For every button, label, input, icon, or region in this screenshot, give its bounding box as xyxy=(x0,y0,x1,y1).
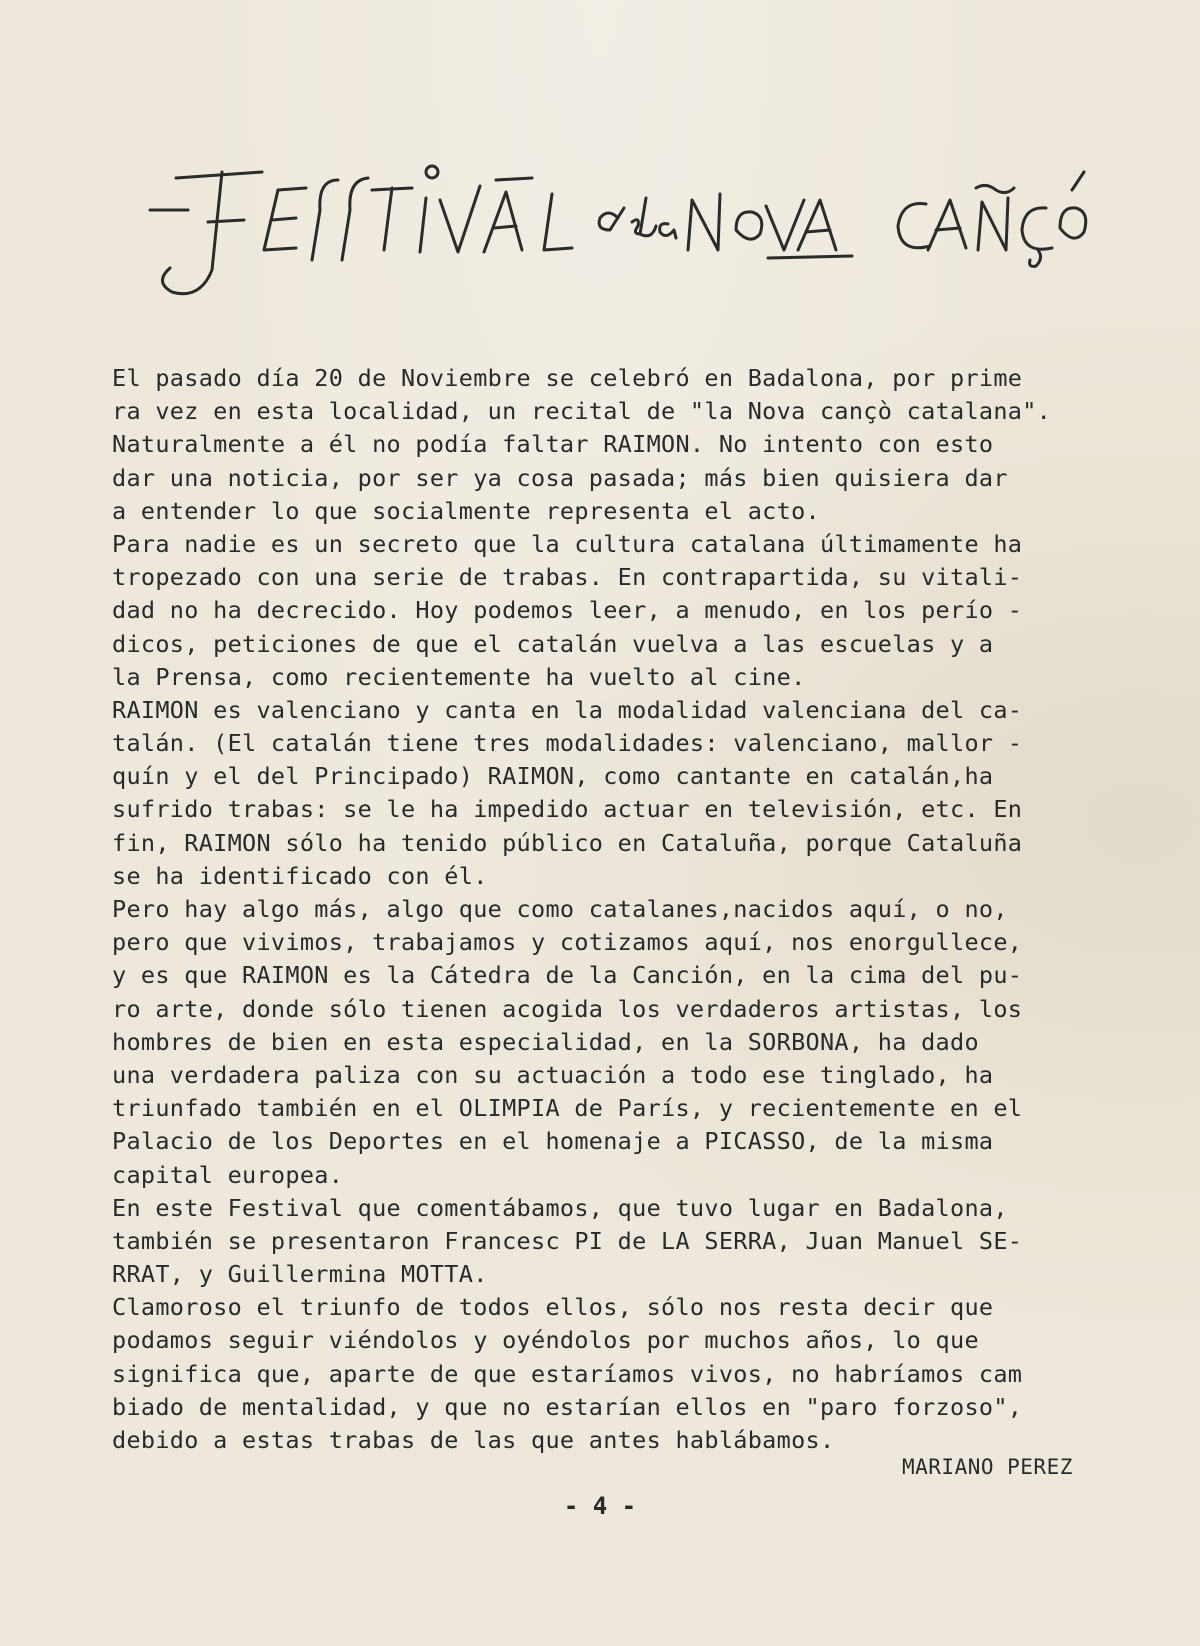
body-line: ro arte, donde sólo tienen acogida los verdaderos artistas, los xyxy=(112,994,1023,1023)
body-line: dad no ha decrecido. Hoy podemos leer, a menudo, en los perío - xyxy=(112,596,1023,625)
hand-lettered-title xyxy=(140,150,1090,320)
body-line: biado de mentalidad, y que no estarían ellos en "paro forzoso", xyxy=(112,1392,1023,1421)
body-line: RRAT, y Guillermina MOTTA. xyxy=(112,1260,488,1289)
body-line: significa que, aparte de que estaríamos vivos, no habríamos cam xyxy=(112,1359,1023,1388)
body-line: podamos seguir viéndolos y oyéndolos por muchos años, lo que xyxy=(112,1326,979,1355)
body-line: Palacio de los Deportes en el homenaje a PICASSO, de la misma xyxy=(112,1127,994,1156)
body-line: capital europea. xyxy=(112,1160,344,1189)
title-lettering xyxy=(140,150,1090,320)
body-line: Naturalmente a él no podía faltar RAIMON. No intento con esto xyxy=(112,430,994,459)
body-line: talán. (El catalán tiene tres modalidades: valenciano, mallor - xyxy=(112,729,1023,758)
body-line: RAIMON es valenciano y canta en la modalidad valenciana del ca- xyxy=(112,695,1023,724)
body-line: sufrido trabas: se le ha impedido actuar en televisión, etc. En xyxy=(112,795,1023,824)
body-line: hombres de bien en esta especialidad, en la SORBONA, ha dado xyxy=(112,1027,979,1056)
body-line: Clamoroso el triunfo de todos ellos, sólo nos resta decir que xyxy=(112,1293,994,1322)
body-line: la Prensa, como recientemente ha vuelto al cine. xyxy=(112,662,806,691)
body-line: El pasado día 20 de Noviembre se celebró en Badalona, por prime xyxy=(112,364,1023,392)
body-line: quín y el del Principado) RAIMON, como cantante en catalán,ha xyxy=(112,762,994,791)
body-line: triunfado también en el OLIMPIA de París, y recientemente en el xyxy=(112,1094,1023,1123)
body-line: debido a estas trabas de las que antes hablábamos. xyxy=(112,1426,835,1454)
body-line: fin, RAIMON sólo ha tenido público en Cataluña, porque Cataluña xyxy=(112,828,1023,857)
body-line: pero que vivimos, trabajamos y cotizamos aquí, nos enorgullece, xyxy=(112,928,1023,957)
body-line: también se presentaron Francesc PI de LA SERRA, Juan Manuel SE- xyxy=(112,1226,1023,1255)
author-signature: MARIANO PEREZ xyxy=(902,1455,1073,1479)
body-line: se ha identificado con él. xyxy=(112,861,488,890)
body-line: dicos, peticiones de que el catalán vuelva a las escuelas y a xyxy=(112,629,994,658)
body-line: Pero hay algo más, algo que como catalanes,nacidos aquí, o no, xyxy=(112,895,1008,923)
body-line: En este Festival que comentábamos, que tuvo lugar en Badalona, xyxy=(112,1193,1008,1222)
body-line: y es que RAIMON es la Cátedra de la Canción, en la cima del pu- xyxy=(112,961,1023,990)
body-line: tropezado con una serie de trabas. En contrapartida, su vitali- xyxy=(112,563,1023,592)
body-line: ra vez en esta localidad, un recital de "la Nova cançò catalana". xyxy=(112,397,1052,426)
body-line: dar una noticia, por ser ya cosa pasada; más bien quisiera dar xyxy=(112,463,1008,492)
body-line: Para nadie es un secreto que la cultura catalana últimamente ha xyxy=(112,529,1023,558)
body-line: una verdadera paliza con su actuación a todo ese tinglado, ha xyxy=(112,1060,994,1089)
page-number: - 4 - xyxy=(563,1492,637,1520)
body-line: a entender lo que socialmente representa el acto. xyxy=(112,496,820,525)
article-body xyxy=(112,362,1112,1457)
